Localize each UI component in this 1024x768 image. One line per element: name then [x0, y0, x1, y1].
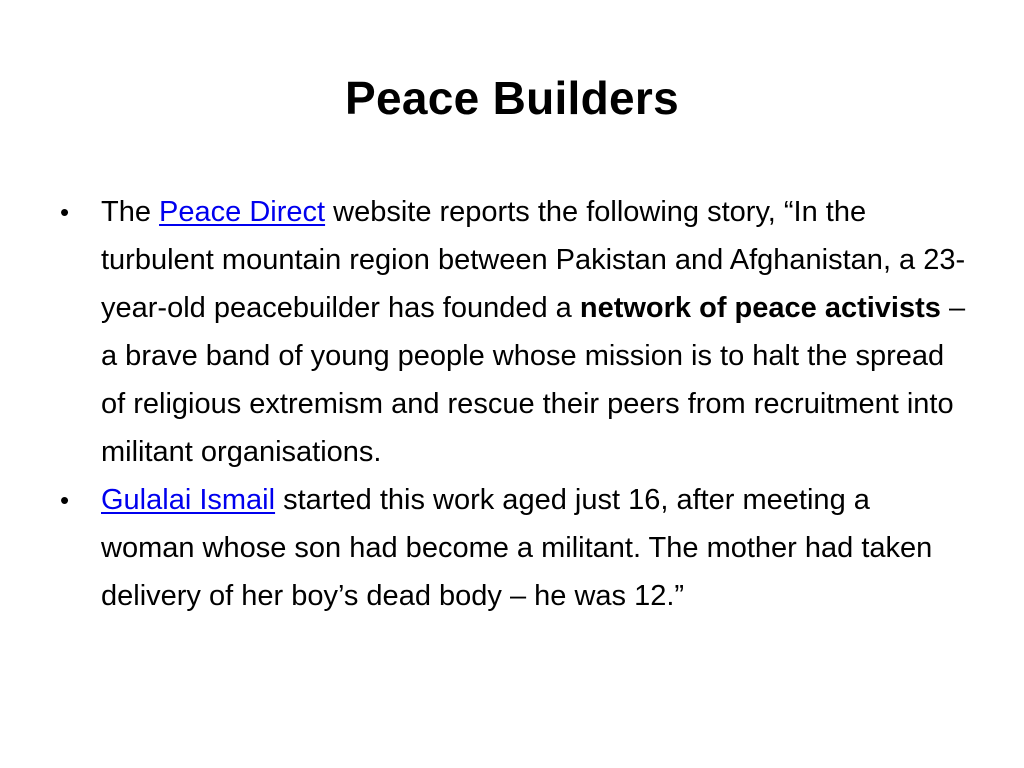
bold-phrase: network of peace activists: [579, 292, 941, 324]
bullet-marker: •: [60, 197, 70, 227]
bullet-item-gulalai-ismail: [60, 476, 970, 620]
bullet-body-text: website reports the following story, “In the turbulent mountain region between Pakistan and Afghanistan, a 23-year-old peacebuilder has founded a: [101, 196, 966, 324]
bullet-item-peace-direct: [60, 188, 970, 476]
bullet-body-text: started this work aged just 16, after meeting a woman whose son had become a militant. The mother had taken delivery of her boy’s dead body – he was 12.”: [101, 484, 933, 612]
bullet-body-text-continued: – a brave band of young people whose mission is to halt the spread of religious extremism and rescue their peers from recruitment into militant organisations.: [101, 292, 966, 468]
bullet-intro-text: The: [101, 196, 151, 228]
peace-direct-link[interactable]: Peace Direct: [159, 196, 326, 228]
bullet-list: [60, 188, 970, 620]
bullet-marker: •: [60, 485, 70, 515]
gulalai-ismail-link[interactable]: Gulalai Ismail: [101, 484, 276, 516]
slide-title: Peace Builders: [344, 72, 680, 124]
